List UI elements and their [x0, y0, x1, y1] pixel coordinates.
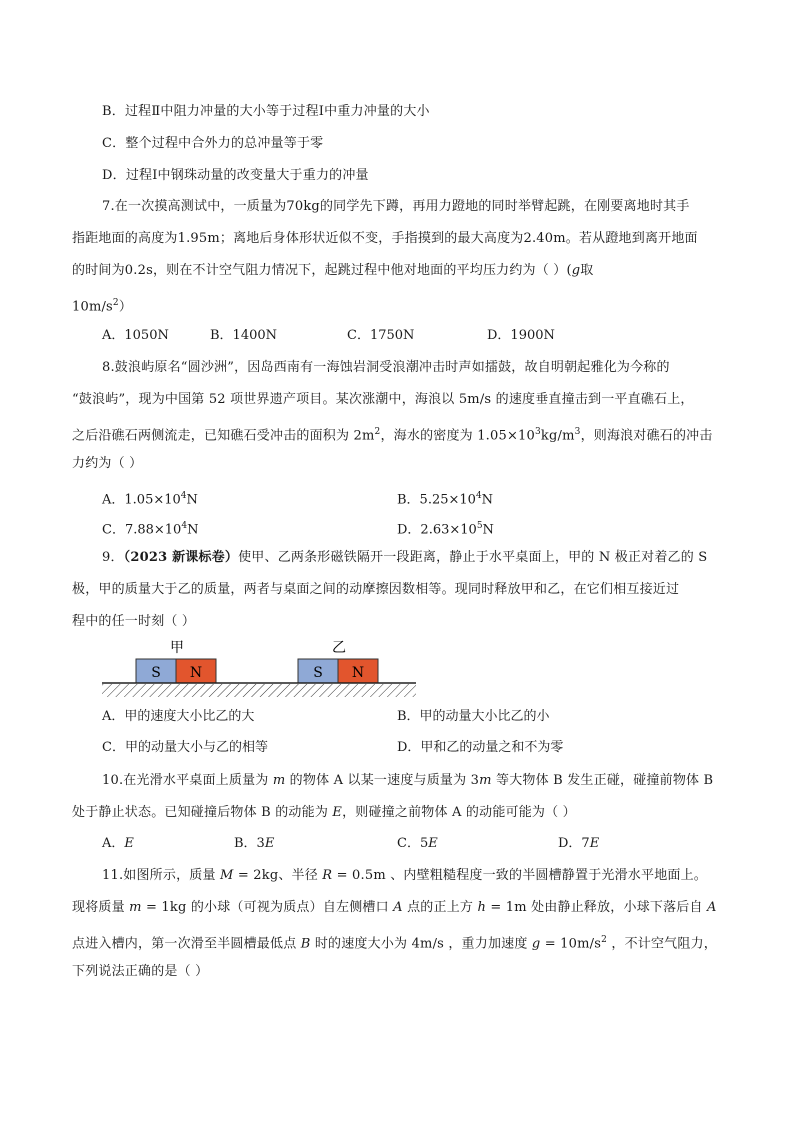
q7-option-c: C．1750N	[347, 328, 415, 343]
q8-option-d	[397, 517, 494, 539]
q7-line-2: 指距地面的高度为1.95m；离地后身体形状近似不变，手指摸到的最大高度为2.40m。若从蹬地到离开地面	[72, 231, 698, 246]
magnet-yi-n-label: N	[351, 665, 365, 681]
q9-line-1-text: 使甲、乙两条形磁铁隔开一段距离，静止于水平桌面上，甲的 N 极正对着乙的 S	[238, 550, 708, 565]
q8-option-c-exp: 4	[181, 521, 188, 531]
q10-option-d-val: E	[589, 836, 600, 851]
q8-option-a-exp: 4	[180, 491, 187, 501]
q11-line-3-c: = 10m/s	[540, 936, 602, 952]
q8-option-b-base: B．5.25×10	[397, 492, 476, 508]
q8-volume-exponent: 3	[574, 427, 581, 437]
q11-mass-m: m	[129, 900, 142, 915]
q8-line-2: “鼓浪屿”，现为中国第 52 项世界遗产项目。某次涨潮中，海浪以 5m/s 的速度垂直撞击到一平直礁石上，	[72, 392, 694, 407]
q11-point-A-end: A	[707, 900, 717, 915]
q8-line-1: 8.鼓浪屿原名“圆沙洲”，因岛西南有一海蚀岩洞受浪潮冲击时声如擂鼓，故自明朝起雅化为今称的	[102, 360, 670, 375]
q8-option-c-base: C．7.88×10	[102, 522, 182, 538]
q11-height-h: h	[477, 900, 487, 915]
q11-line-2-a: 现将质量	[72, 900, 130, 915]
q8-option-b	[397, 487, 493, 509]
q11-point-B: B	[300, 936, 311, 952]
magnet-jia-label: 甲	[170, 640, 184, 656]
q8-line-3-text-a: 之后沿礁石两侧流走，已知礁石受冲击的面积为 2m	[72, 428, 375, 444]
q8-option-b-unit: N	[481, 492, 494, 508]
q9-line-3: 程中的任一时刻（ ）	[72, 614, 196, 629]
q7-line-1: 7.在一次摸高测试中，一质量为70kg的同学先下蹲，再用力蹬地的同时举臂起跳，在刚要离地时其手	[102, 199, 690, 214]
q11-line-2-c: 点的正上方	[402, 900, 478, 915]
magnet-jia-s-label: S	[151, 665, 161, 681]
q8-line-3	[72, 423, 713, 445]
q8-line-3-text-b: ，海水的密度为 1.05×10	[380, 428, 535, 444]
q10-mass-3m: m	[479, 773, 492, 788]
q8-line-4: 力约为（ ）	[72, 456, 143, 471]
q7-line-3-text: 的时间为0.2s，则在不计空气阻力情况下，起跳过程中他对地面的平均压力约为（ ）(	[72, 263, 572, 278]
q9-option-a: A．甲的速度大小比乙的大	[102, 709, 255, 724]
q7-line-4	[72, 294, 132, 316]
q11-line-2-b: = 1kg 的小球（可视为质点）自左侧槽口	[141, 900, 394, 915]
q7-line-4-end: ）	[118, 299, 133, 315]
q8-option-b-exp: 4	[475, 491, 482, 501]
q9-number: 9．	[102, 550, 124, 565]
q10-option-d-label: D．7	[558, 836, 590, 851]
q10-line-1-a: 10.在光滑水平桌面上质量为	[102, 773, 273, 788]
q11-line-1-b: = 2kg、半径	[233, 868, 323, 883]
q9-option-c: C．甲的动量大小与乙的相等	[102, 740, 268, 755]
q8-option-a	[102, 487, 198, 509]
q11-line-3-a: 点进入槽内，第一次滑至半圆槽最低点	[72, 936, 301, 952]
q11-g-exponent: 2	[601, 935, 608, 945]
q8-option-c-unit: N	[187, 522, 199, 538]
q10-line-2-a: 处于静止状态。已知碰撞后物体 B 的动能为	[72, 805, 333, 820]
q10-line-2-b: ，则碰撞之前物体 A 的动能可能为（ ）	[342, 805, 576, 820]
q11-gravity-g: g	[531, 936, 541, 952]
q6-option-b: B．过程Ⅱ中阻力冲量的大小等于过程Ⅰ中重力冲量的大小	[102, 104, 430, 119]
q9-line-2: 极，甲的质量大于乙的质量，两者与桌面之间的动摩擦因数相等。现同时释放甲和乙，在它们相互接近过	[72, 582, 680, 597]
q10-option-a-val: E	[124, 836, 134, 851]
table-hatching	[102, 684, 416, 697]
q11-point-A: A	[393, 900, 403, 915]
q11-line-2-d: = 1m 处由静止释放，小球下落后自	[486, 900, 708, 915]
q11-line-1-a: 11.如图所示，质量	[102, 868, 221, 883]
q9-option-d: D．甲和乙的动量之和不为零	[397, 740, 564, 755]
q11-line-4: 下列说法正确的是（ ）	[72, 964, 209, 979]
q10-option-b-val: E	[264, 836, 275, 851]
magnets-figure	[100, 636, 420, 702]
q8-option-d-exp: 5	[476, 521, 483, 531]
q8-option-a-base: A．1.05×10	[102, 492, 181, 508]
q8-density-exponent: 3	[534, 427, 541, 437]
q8-line-3-text-d: ，则海浪对礁石的冲击	[580, 428, 713, 444]
q11-line-2	[72, 899, 717, 917]
q9-source-tag: （2023 新课标卷）	[123, 550, 239, 565]
q7-line-3-end: 取	[580, 263, 594, 278]
q11-line-3	[72, 931, 717, 953]
q10-line-1-b: 的物体 A 以某一速度与质量为 3	[285, 773, 480, 788]
q10-option-b-label: B．3	[234, 836, 265, 851]
q11-radius-R: R	[322, 868, 333, 883]
q9-line-1	[102, 549, 707, 567]
q10-line-1-c: 等大物体 B 发生正碰，碰撞前物体 B	[491, 773, 714, 788]
q11-line-1-c: = 0.5m 、内壁粗糙程度一致的半圆槽静置于光滑水平地面上。	[332, 868, 707, 883]
q7-g-symbol: g	[571, 263, 581, 278]
q7-line-3	[72, 262, 594, 280]
q7-g-exponent: 2	[112, 298, 119, 308]
q10-option-c-val: E	[428, 836, 438, 851]
q7-option-a: A．1050N	[102, 328, 169, 343]
q8-area-exponent: 2	[374, 427, 381, 437]
magnet-yi-s-label: S	[313, 665, 323, 681]
q10-mass-m: m	[272, 773, 286, 788]
q8-option-c	[102, 517, 198, 539]
q10-option-a-label: A．	[102, 836, 125, 851]
q10-line-2	[72, 804, 576, 822]
q11-line-3-d: ，不计空气阻力，	[607, 936, 717, 952]
q10-option-d	[558, 835, 599, 853]
q10-line-1	[102, 772, 713, 790]
q10-option-b	[234, 835, 274, 853]
q11-line-3-b: 时的速度大小为 4m/s ，重力加速度	[310, 936, 532, 952]
q7-option-b: B．1400N	[210, 328, 278, 343]
q6-option-c: C．整个过程中合外力的总冲量等于零	[102, 136, 324, 151]
magnet-jia-n-label: N	[189, 665, 203, 681]
q8-option-d-unit: N	[482, 522, 494, 538]
q8-option-a-unit: N	[186, 492, 198, 508]
q6-option-d: D．过程Ⅰ中钢珠动量的改变量大于重力的冲量	[102, 168, 369, 183]
q7-g-value: 10m/s	[72, 299, 113, 315]
magnet-yi-label: 乙	[332, 640, 346, 656]
q11-mass-M: M	[220, 868, 234, 883]
q10-option-a	[102, 835, 134, 853]
q10-energy-e: E	[332, 805, 343, 820]
q7-option-d: D．1900N	[487, 328, 555, 343]
q8-line-3-text-c: kg/m	[540, 428, 575, 444]
q8-option-d-base: D．2.63×10	[397, 522, 477, 538]
q9-option-b: B．甲的动量大小比乙的小	[397, 709, 550, 724]
q10-option-c-label: C．5	[397, 836, 429, 851]
q10-option-c	[397, 835, 438, 853]
q11-line-1	[102, 867, 707, 885]
